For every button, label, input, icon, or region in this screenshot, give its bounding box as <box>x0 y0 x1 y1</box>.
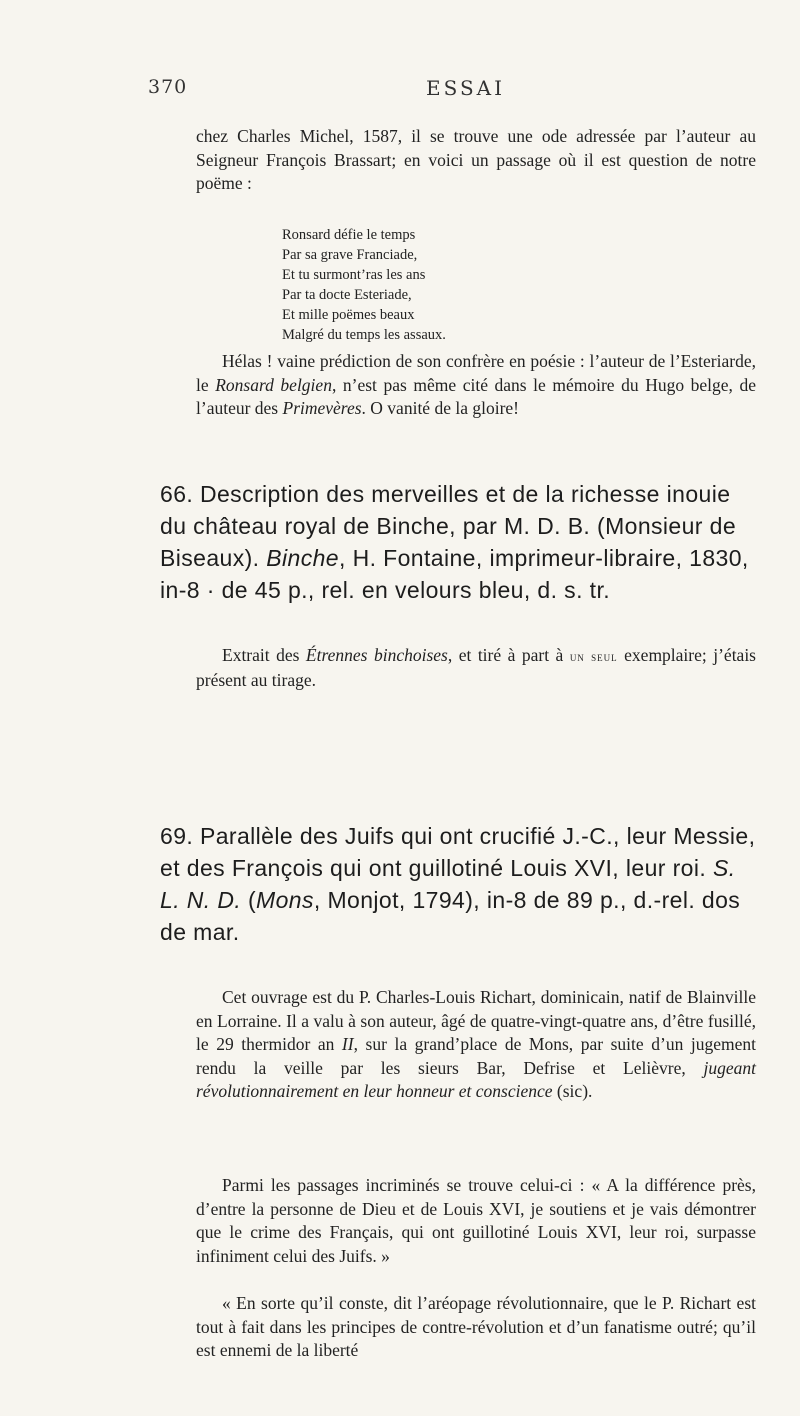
text-run: Cet ouvrage est du P. Charles-Louis Richart, dominicain, natif de Blainville en Lorraine. Il a valu à son auteur, âgé de quatre-vingt-quatre ans, d’être fusillé, le 29 thermidor an <box>196 987 756 1054</box>
italic-title: Étrennes binchoises <box>305 645 448 665</box>
entry-text: 69. Parallèle des Juifs qui ont crucifié J.-C., leur Messie, et des François qui ont guillotiné Louis XVI, leur roi. <box>160 823 756 881</box>
entry-place: Mons <box>256 887 314 913</box>
entry-text: , H. Fontaine, imprimeur-libraire, 1830, in-8 · de 45 p., rel. en velours bleu, d. s. tr. <box>160 545 749 603</box>
small-caps-text: un seul <box>569 649 618 664</box>
poem-excerpt <box>282 225 446 345</box>
text-run: , sur la grand’place de Mons, par suite d’un jugement rendu la veille par les sieurs Bar, Defrise et Lelièvre, <box>196 1034 756 1078</box>
poem-line: Et tu surmont’ras les ans <box>282 267 426 283</box>
entry-66-note <box>196 644 756 692</box>
entry-69-quote: Parmi les passages incriminés se trouve celui-ci : « A la différence près, d’entre la personne de Dieu et de Louis XVI, je soutiens et je vais démontrer que le crime des Français, qui ont guillotiné Louis XVI, leur roi, surpasse infiniment celui des Juifs. » <box>196 1175 756 1266</box>
poem-line: Et mille poëmes beaux <box>282 307 415 323</box>
italic-numeral: II <box>341 1034 354 1054</box>
entry-text: 66. Description des merveilles et de la richesse inouie du château royal de Binche, par M. D. B. (Monsieur de Biseaux). <box>160 481 737 571</box>
text-run: exemplaire; j’étais présent au tirage. <box>196 645 756 690</box>
italic-title: Ronsard belgien <box>215 374 332 395</box>
commentary-paragraph <box>196 350 756 421</box>
entry-69-continuation: « En sorte qu’il conste, dit l’aréopage révolutionnaire, que le P. Richart est tout à fait dans les principes de contre-révolution et d’un fanatisme outré; qu’il est ennemi de la liberté <box>196 1293 756 1360</box>
poem-line: Par sa grave Franciade, <box>282 247 418 263</box>
catalog-entry-66 <box>160 478 760 606</box>
text-run: (sic). <box>552 1081 593 1101</box>
italic-quote: jugeant révolutionnairement en leur honneur et conscience <box>196 1057 756 1101</box>
catalog-entry-69 <box>160 820 760 948</box>
poem-line: Malgré du temps les assaux. <box>282 327 446 343</box>
intro-paragraph: chez Charles Michel, 1587, il se trouve une ode adressée par l’auteur au Seigneur François Brassart; en voici un passage où il est question de notre poëme : <box>196 126 756 193</box>
poem-line: Ronsard défie le temps <box>282 227 416 243</box>
text-run: Extrait des <box>222 645 306 665</box>
entry-place: Binche <box>266 545 339 571</box>
italic-title: Primevères <box>282 398 362 418</box>
page-header <box>148 76 756 106</box>
text-run: , n’est pas même cité dans le mémoire du Hugo belge, de l’auteur des <box>196 374 757 418</box>
text-run: , et tiré à part à <box>447 645 570 665</box>
text-run: . O vanité de la gloire! <box>361 398 519 418</box>
page-number: 370 <box>148 76 188 98</box>
entry-imprint: S. L. N. D. <box>160 855 736 913</box>
running-title: ESSAI <box>426 76 505 100</box>
text-run: Hélas ! vaine prédiction de son confrère en poésie : l’auteur de l’Esteriarde, le <box>196 351 756 395</box>
entry-69-note <box>196 986 756 1104</box>
entry-text: ( <box>241 887 257 913</box>
entry-text: , Monjot, 1794), in-8 de 89 p., d.-rel. dos de mar. <box>160 887 741 945</box>
poem-line: Par ta docte Esteriade, <box>282 287 412 303</box>
